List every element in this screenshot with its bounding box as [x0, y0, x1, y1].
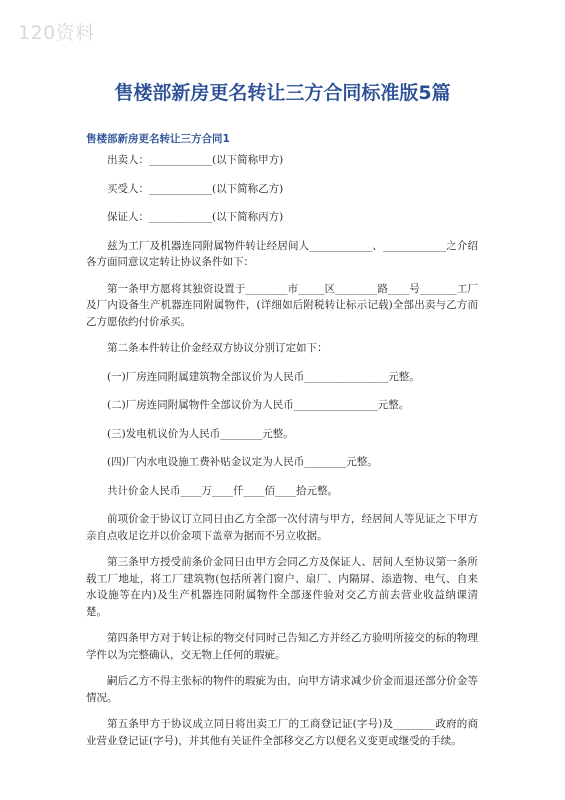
- article-3: 第三条甲方授受前条价金同日由甲方会同乙方及保证人、居间人至协议第一条所载工厂地址，将工厂建筑物(包括所著门窗户、扇厂、内隔屏、添造物、电气、自来水设施等在内)及生产机器连同附属物件全部逐件验对交乙方前去营业收益纳课清楚。: [86, 556, 478, 618]
- price-item-3: (三)发电机议价为人民币________元整。: [107, 427, 294, 440]
- price-item-4: (四)厂内水电设施工费补贴金议定为人民币________元整。: [107, 456, 378, 468]
- guarantor-line: 保证人：____________(以下简称丙方): [107, 211, 284, 223]
- article-5: 第五条甲方于协议成立同日将出卖工厂的工商登记证(字号)及________政府的商业营业登记证(字号)，并其他有关证件全部移交乙方以便名义变更或继受的手续。: [86, 718, 478, 747]
- document-body: [86, 152, 478, 759]
- defect-clause: 嗣后乙方不得主张标的物件的瑕疵为由，向甲方请求减少价金而退还部分价金等情况。: [86, 675, 478, 704]
- section-heading: 售楼部新房更名转让三方合同1: [86, 133, 230, 145]
- payment-paragraph: 前项价金于协议订立同日由乙方全部一次付清与甲方，经居间人等见证之下甲方亲自点收足讫并以价金项下盖章为据而不另立收据。: [86, 513, 478, 542]
- buyer-line: 买受人：____________(以下简称乙方): [107, 182, 284, 195]
- article-4: 第四条甲方对于转让标的物交付同时己告知乙方并经乙方验明所接交的标的物理学件以为完整确认，交无物上任何的瑕疵。: [86, 632, 478, 661]
- document-title: 售楼部新房更名转让三方合同标准版5篇: [114, 82, 451, 104]
- intro-paragraph: 兹为工厂及机器连同附属物件转让经居间人____________、____________之介绍各方面同意议定转让协议条件如下：: [86, 239, 478, 268]
- price-item-2: (二)厂房连同附属物件全部议价为人民币________________元整。: [107, 399, 410, 411]
- seller-line: 出卖人：____________(以下简称甲方): [107, 154, 284, 166]
- price-item-1: (一)厂房连同附属建筑物全部议价为人民币________________元整。: [107, 370, 420, 383]
- article-1: 第一条甲方愿将其独资设置于________市_____区________路____号_______工厂及厂内设备生产机器连同附属物件，(详细如后附税转让标示记载)全部出卖与乙方而乙方愿依约付价承买。: [86, 282, 478, 328]
- watermark-logo: 120资料: [18, 22, 95, 44]
- price-total: 共计价金人民币____万____仟____佰____拾元整。: [107, 484, 338, 497]
- article-2: 第二条本件转让价金经双方协议分别订定如下：: [107, 342, 328, 354]
